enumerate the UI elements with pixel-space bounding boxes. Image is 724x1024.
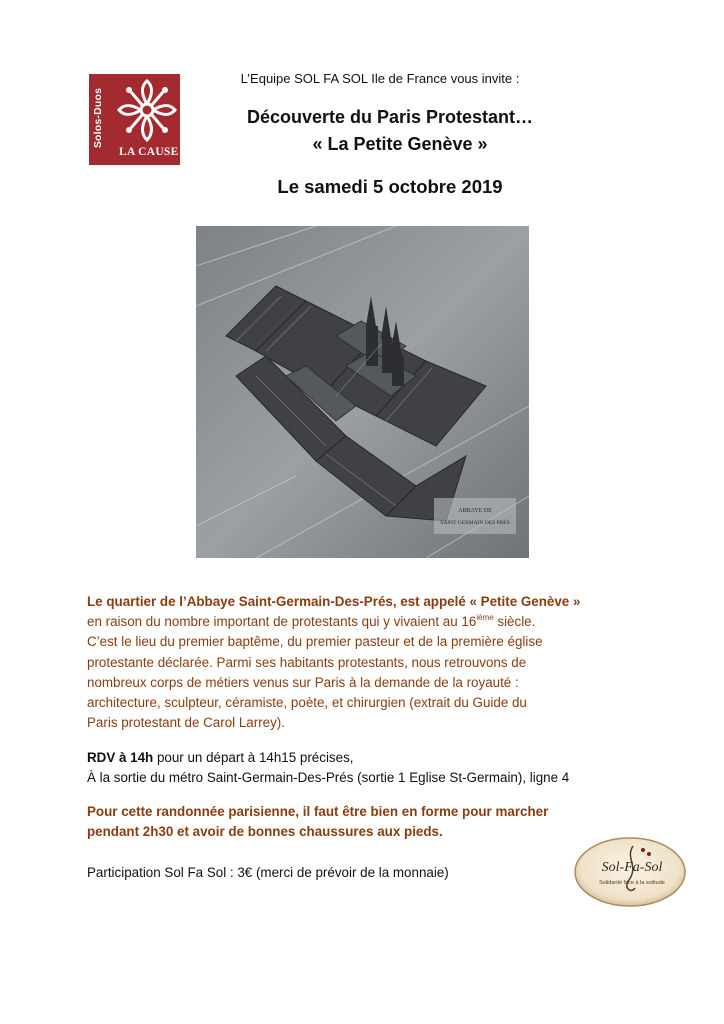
logo-brand-text: Sol-Fa-Sol <box>601 860 663 875</box>
sol-fa-sol-logo <box>573 836 687 908</box>
meeting-time-line: RDV à 14h pour un départ à 14h15 précises, <box>87 750 354 765</box>
event-date: Le samedi 5 octobre 2019 <box>277 176 503 197</box>
description-line: nombreux corps de métiers venus sur Paris à la demande de la royauté : <box>87 674 519 690</box>
page-subtitle: « La Petite Genève » <box>312 134 488 154</box>
logo-side-text: Solos-Duos <box>92 87 104 149</box>
description-line: protestante déclarée. Parmi ses habitants protestants, nous retrouvons de <box>87 654 527 670</box>
meeting-time: RDV à 14h <box>87 750 154 765</box>
logo-bottom-text: LA CAUSE <box>119 146 179 158</box>
participation-fee: Participation Sol Fa Sol : 3€ (merci de prévoir de la monnaie) <box>87 865 449 880</box>
meeting-info <box>87 748 667 788</box>
description-line: Paris protestant de Carol Larrey). <box>87 715 285 731</box>
fitness-note: Pour cette randonnée parisienne, il faut être bien en forme pour marcher pendant 2h30 et avoir de bonnes chaussures aux pieds. <box>87 804 549 840</box>
description-line: C’est le lieu du premier baptême, du premier pasteur et de la première église <box>87 634 543 650</box>
abbey-engraving-photo <box>196 226 529 558</box>
description-line: en raison du nombre important de protestants qui y vivaient au 16ième siècle. <box>87 613 536 630</box>
description-paragraph <box>87 592 647 733</box>
meeting-place: À la sortie du métro Saint-Germain-Des-Prés (sortie 1 Eglise St-Germain), ligne 4 <box>87 770 570 786</box>
invite-line: L’Equipe SOL FA SOL Ile de France vous invite : <box>240 71 520 86</box>
photo-caption-line2: SAINT GERMAIN DES PRÉS <box>440 520 510 526</box>
ordinal-superscript: ième <box>476 613 494 623</box>
logo-tagline: Solidarité face à la solitude <box>599 880 665 886</box>
photo-caption-line1: ABBAYE DE <box>458 508 492 514</box>
description-line: architecture, sculpteur, céramiste, poète, et chirurgien (extrait du Guide du <box>87 695 527 711</box>
page-title: Découverte du Paris Protestant… <box>246 107 534 127</box>
description-lead: Le quartier de l’Abbaye Saint-Germain-Des-Prés, est appelé « Petite Genève » <box>87 594 581 609</box>
